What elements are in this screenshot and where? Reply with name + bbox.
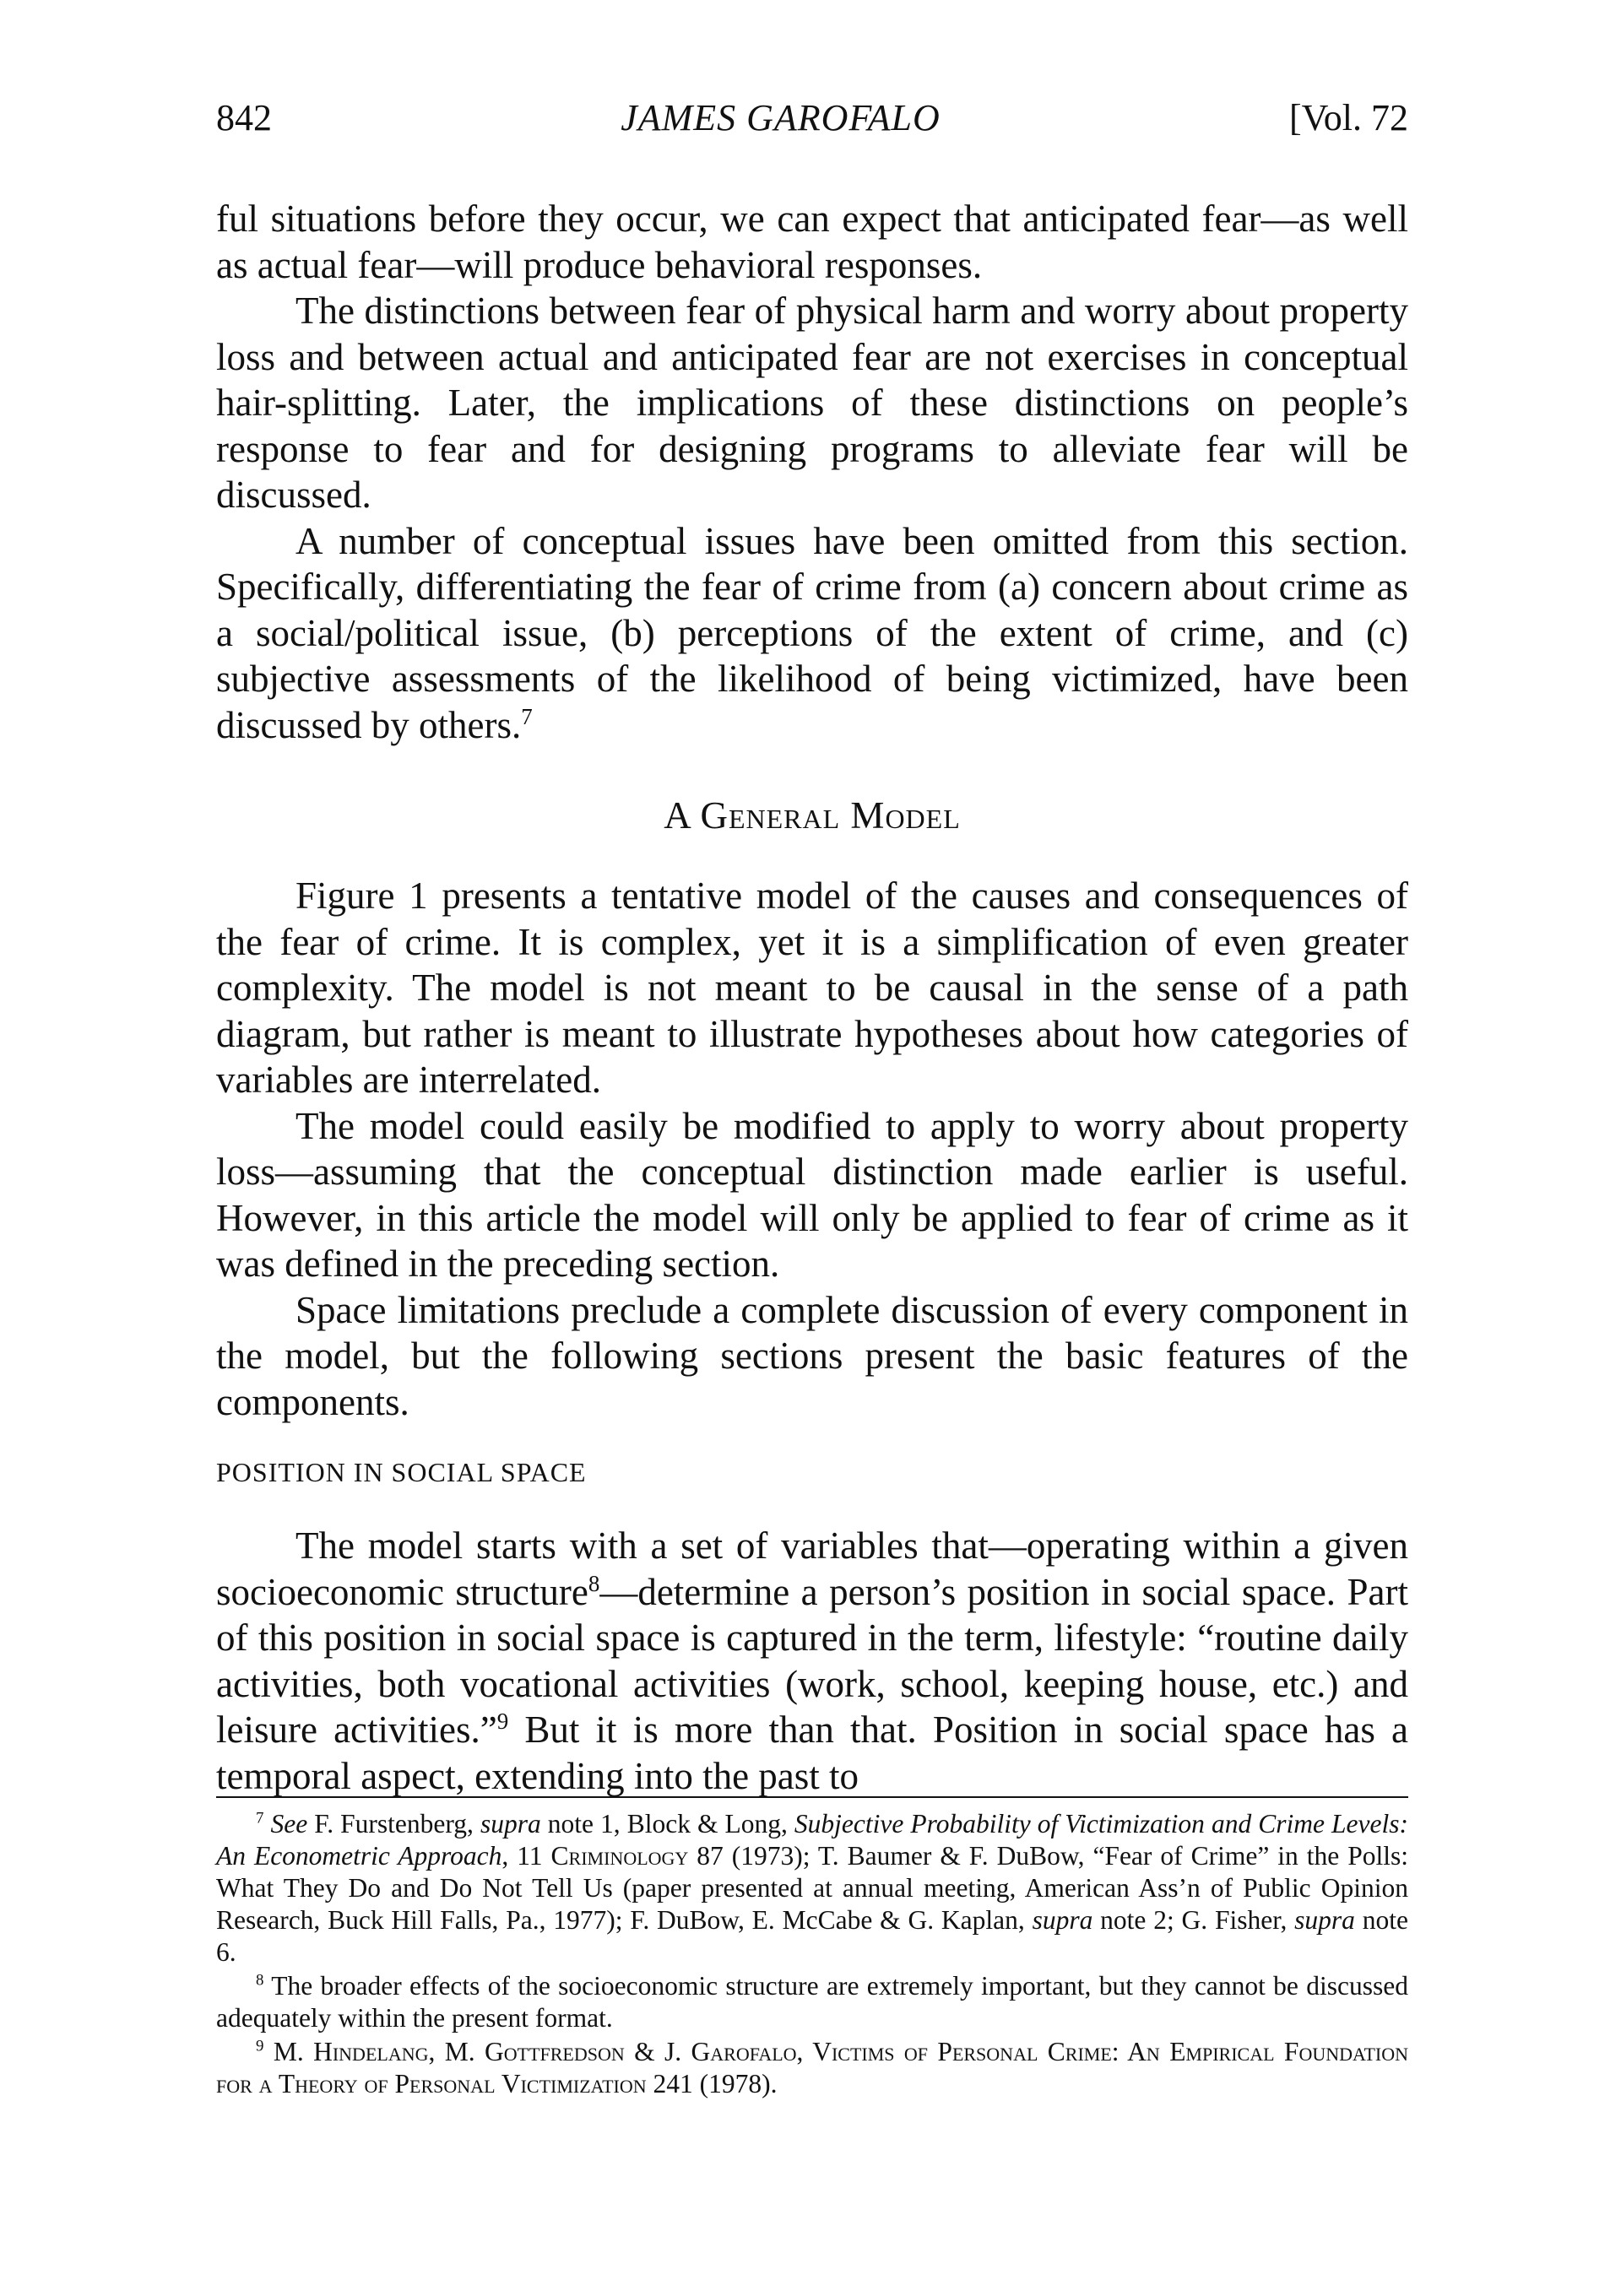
footnote-7-text-1: F. Furstenberg,: [307, 1809, 480, 1838]
footnote-7-text-5: note 2; G. Fisher,: [1092, 1905, 1295, 1935]
running-head: [216, 93, 1408, 144]
footnote-7-article-title: Subjective Probability of Victimization and Crime Levels: An Econometric Approach: [216, 1809, 1408, 1871]
paragraph-3: [216, 518, 1408, 749]
footnote-ref-7[interactable]: 7: [521, 703, 533, 729]
footnotes: [216, 1796, 1408, 2100]
footnote-8-number: 8: [256, 1971, 264, 1990]
footnote-7-supra-1: supra: [480, 1809, 541, 1838]
page: [216, 93, 1408, 1799]
footnote-rule: [216, 1796, 1408, 1798]
footnote-9: [216, 2036, 1408, 2100]
footnote-7-supra-2: supra: [1032, 1905, 1093, 1935]
footnote-7-number: 7: [256, 1809, 264, 1828]
paragraph-7: [216, 1523, 1408, 1799]
footnote-8: [216, 1970, 1408, 2034]
paragraph-3-text: A number of conceptual issues have been omitted from this section. Specifically, differentiating the fear of crime from (a) concern about crime as a social/political issue, (b) perceptions of the extent of crime, and (c) subjective assessments of the likelihood of being victimized, have been discussed by others.: [216, 519, 1408, 746]
footnote-ref-8[interactable]: 8: [588, 1570, 600, 1596]
paragraph-6: Space limitations preclude a complete discussion of every component in the model, but the following sections present the basic features of the components.: [216, 1288, 1408, 1423]
footnote-7-text-6: note 6.: [216, 1905, 1408, 1967]
paragraph-7-part-a: The model starts with a set of variables that—operating within a given socioeconomic structure: [216, 1524, 1408, 1613]
paragraph-5: The model could easily be modified to apply to worry about property loss—assuming that the conceptual distinction made earlier is useful. However, in this article the model will only be applied to fear of crime as it was defined in the preceding section.: [216, 1104, 1408, 1285]
paragraph-2: The distinctions between fear of physical harm and worry about property loss and between actual and anticipated fear are not exercises in conceptual hair-splitting. Later, the implications of these distinctions on people’s response to fear and for designing programs to alleviate fear will be discussed.: [216, 290, 1408, 516]
body-text: [216, 196, 1408, 1799]
footnote-9-text: M. Hindelang, M. Gottfredson & J. Garofalo, Victims of Personal Crime: An Empirical Foundation for a Theory of Personal Victimization 241 (1978).: [216, 2037, 1408, 2098]
running-title: JAMES GAROFALO: [621, 97, 941, 138]
volume-label: [Vol. 72: [1289, 97, 1408, 138]
footnote-7-see: See: [270, 1809, 308, 1838]
footnote-7-text-4: 87 (1973); T. Baumer & F. DuBow, “Fear of Crime” in the Polls: What They Do and Do Not Tell Us (paper presented at annual meeting, American Ass’n of Public Opinion Research, Buck Hill Falls, Pa., 1977); F. DuBow, E. McCabe & G. Kaplan,: [216, 1841, 1408, 1935]
paragraph-7-part-c: But it is more than that. Position in social space has a temporal aspect, extending into the past to: [216, 1708, 1408, 1797]
paragraph-7-part-b: —determine a person’s position in social space. Part of this position in social space is captured in the term, lifestyle: “routine daily activities, both vocational activities (work, school, keeping house, etc.) and leisure activities.”: [216, 1570, 1408, 1751]
footnote-7-text-3: , 11: [501, 1841, 551, 1871]
paragraph-4: Figure 1 presents a tentative model of the causes and consequences of the fear of crime. It is complex, yet it is a simplification of even greater complexity. The model is not meant to be causal in the sense of a path diagram, but rather is meant to illustrate hypotheses about how categories of variables are interrelated.: [216, 875, 1408, 1101]
footnote-7-journal: Criminology: [550, 1841, 689, 1871]
footnote-7-text-2: note 1, Block & Long,: [540, 1809, 794, 1838]
footnote-ref-9[interactable]: 9: [496, 1708, 509, 1734]
page-number: 842: [216, 97, 272, 138]
paragraph-1: ful situations before they occur, we can expect that anticipated fear—as well as actual fear—will produce behavioral responses.: [216, 198, 1408, 286]
footnote-7: [216, 1808, 1408, 1968]
footnote-7-supra-3: supra: [1294, 1905, 1355, 1935]
subheading: POSITION IN SOCIAL SPACE: [216, 1457, 587, 1487]
footnote-9-number: 9: [256, 2037, 264, 2055]
section-heading: A General Model: [664, 794, 961, 837]
footnote-8-text: The broader effects of the socioeconomic structure are extremely important, but they cannot be discussed adequately within the present format.: [216, 1971, 1408, 2033]
